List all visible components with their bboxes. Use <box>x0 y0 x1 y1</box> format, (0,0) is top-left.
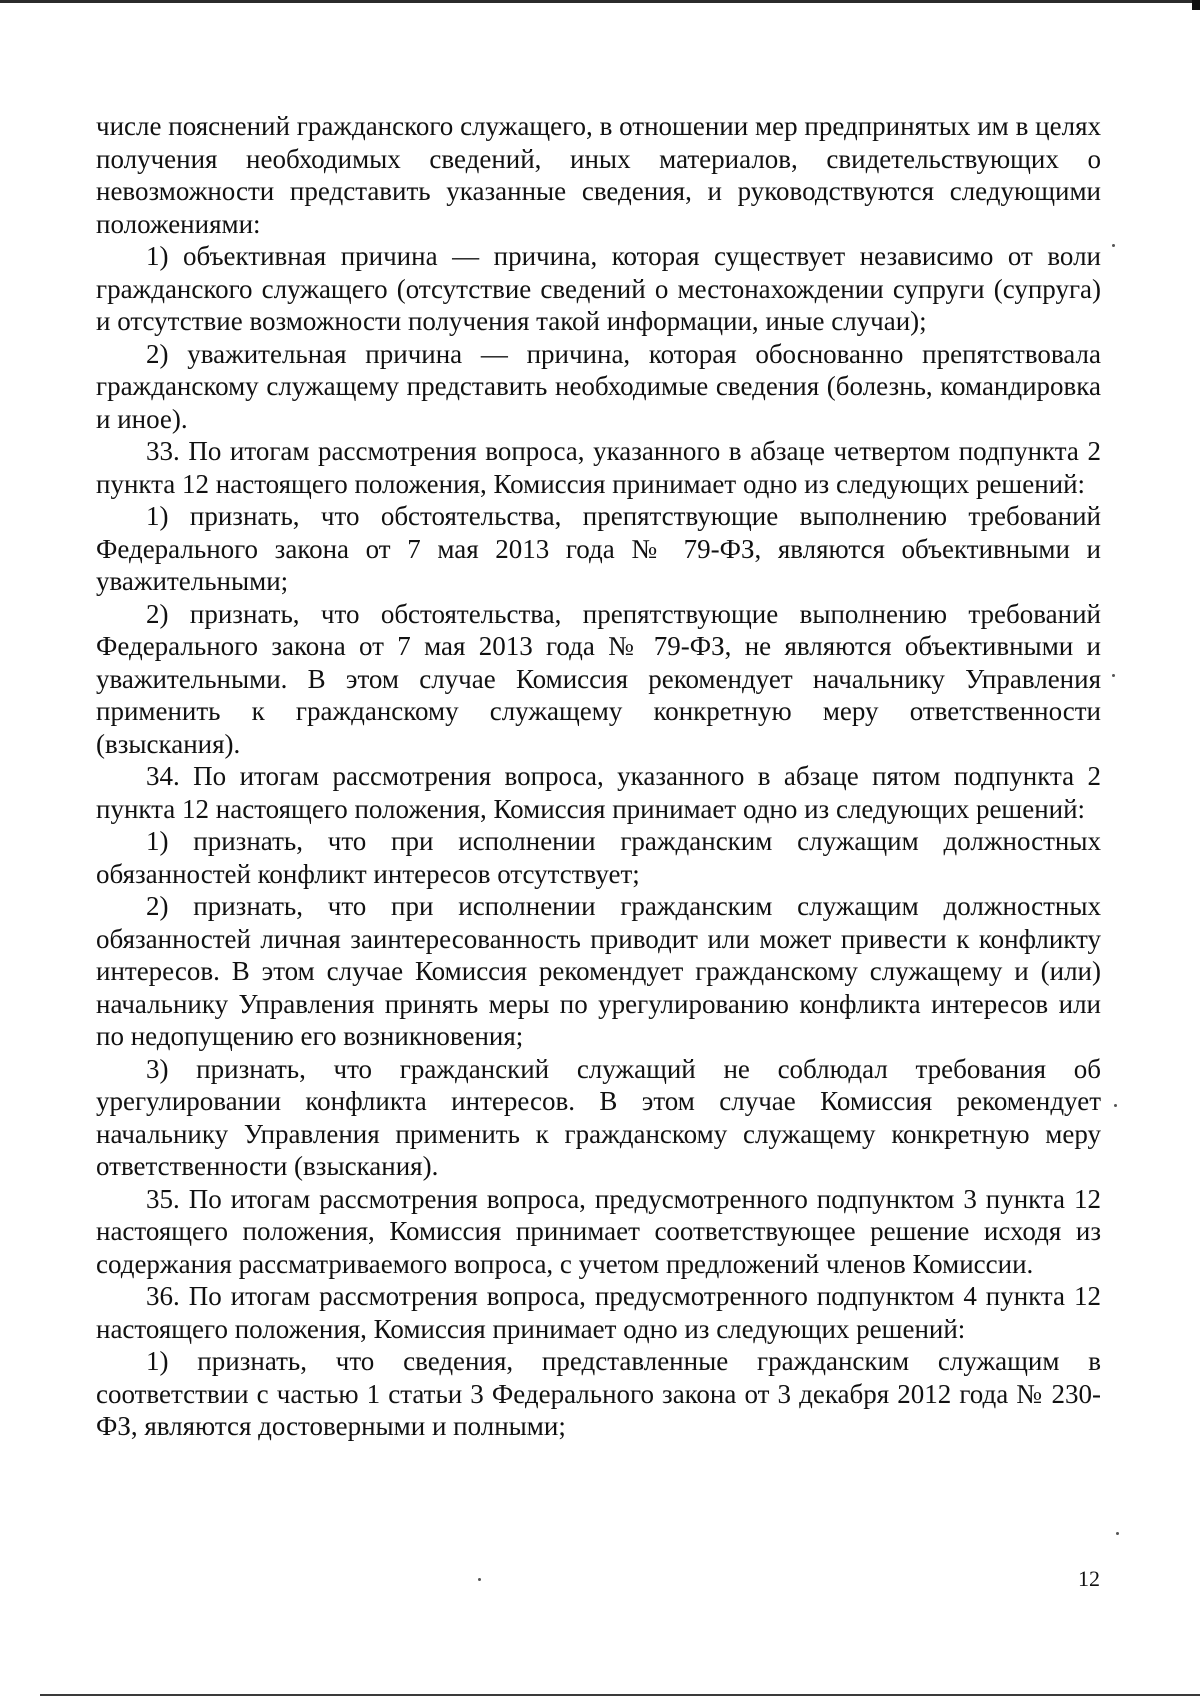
paragraph: 1) признать, что сведения, представленные гражданским служащим в соответствии с частью 1 статьи 3 Федерального закона от 3 декабря 2012 года № 230-ФЗ, являются достоверными и полными; <box>96 1346 1101 1441</box>
paragraph: числе пояснений гражданского служащего, в отношении мер предпринятых им в целях получения необходимых сведений, иных материалов, свидетельствующих о невозможности представить указанные сведения, и руководствуются следующими положениями: <box>96 111 1101 239</box>
paragraph: 2) уважительная причина — причина, которая обоснованно препятствовала гражданскому служащему представить необходимые сведения (болезнь, командировка и иное). <box>96 338 1101 434</box>
paragraph: 3) признать, что гражданский служащий не соблюдал требования об урегулировании конфликта интересов. В этом случае Комиссия рекомендует начальнику Управления применить к гражданскому служащему конкретную меру ответственности (взыскания). <box>96 1053 1101 1181</box>
paragraph: 33. По итогам рассмотрения вопроса, указанного в абзаце четвертом подпункта 2 пункта 12 настоящего положения, Комиссия принимает одно из следующих решений: <box>96 436 1101 499</box>
scan-edge-top <box>0 0 1200 3</box>
scan-speck <box>1112 244 1115 247</box>
scan-speck <box>478 1578 481 1581</box>
paragraph: 1) признать, что обстоятельства, препятствующие выполнению требований Федерального закона от 7 мая 2013 года № 79-ФЗ, являются объективными и уважительными; <box>96 501 1101 596</box>
document-body <box>96 110 1101 1443</box>
paragraph: 36. По итогам рассмотрения вопроса, предусмотренного подпунктом 4 пункта 12 настоящего положения, Комиссия принимает одно из следующих решений: <box>96 1281 1101 1344</box>
paragraph: 34. По итогам рассмотрения вопроса, указанного в абзаце пятом подпункта 2 пункта 12 настоящего положения, Комиссия принимает одно из следующих решений: <box>96 761 1101 824</box>
page-number: 12 <box>1078 1566 1100 1591</box>
scan-corner-mark <box>1192 0 1200 10</box>
paragraph: 35. По итогам рассмотрения вопроса, предусмотренного подпунктом 3 пункта 12 настоящего положения, Комиссия принимает соответствующее решение исходя из содержания рассматриваемого вопроса, с учетом предложений членов Комиссии. <box>96 1183 1101 1279</box>
paragraph: 1) объективная причина — причина, которая существует независимо от воли гражданского служащего (отсутствие сведений о местонахождении супруги (супруга) и отсутствие возможности получения такой информации, иные случаи); <box>96 241 1101 336</box>
paragraph: 2) признать, что обстоятельства, препятствующие выполнению требований Федерального закона от 7 мая 2013 года № 79-ФЗ, не являются объективными и уважительными. В этом случае Комиссия рекомендует начальнику Управления применить к гражданскому служащему конкретную меру ответственности (взыскания). <box>96 598 1101 759</box>
paragraph: 2) признать, что при исполнении гражданским служащим должностных обязанностей личная заинтересованность приводит или может привести к конфликту интересов. В этом случае Комиссия рекомендует гражданскому служащему и (или) начальнику Управления принять меры по урегулированию конфликта интересов или по недопущению его возникновения; <box>96 891 1101 1051</box>
scan-speck <box>1116 1532 1119 1535</box>
scan-speck <box>1112 674 1115 677</box>
paragraph: 1) признать, что при исполнении гражданским служащим должностных обязанностей конфликт интересов отсутствует; <box>96 826 1101 889</box>
scan-speck <box>1114 1104 1117 1107</box>
